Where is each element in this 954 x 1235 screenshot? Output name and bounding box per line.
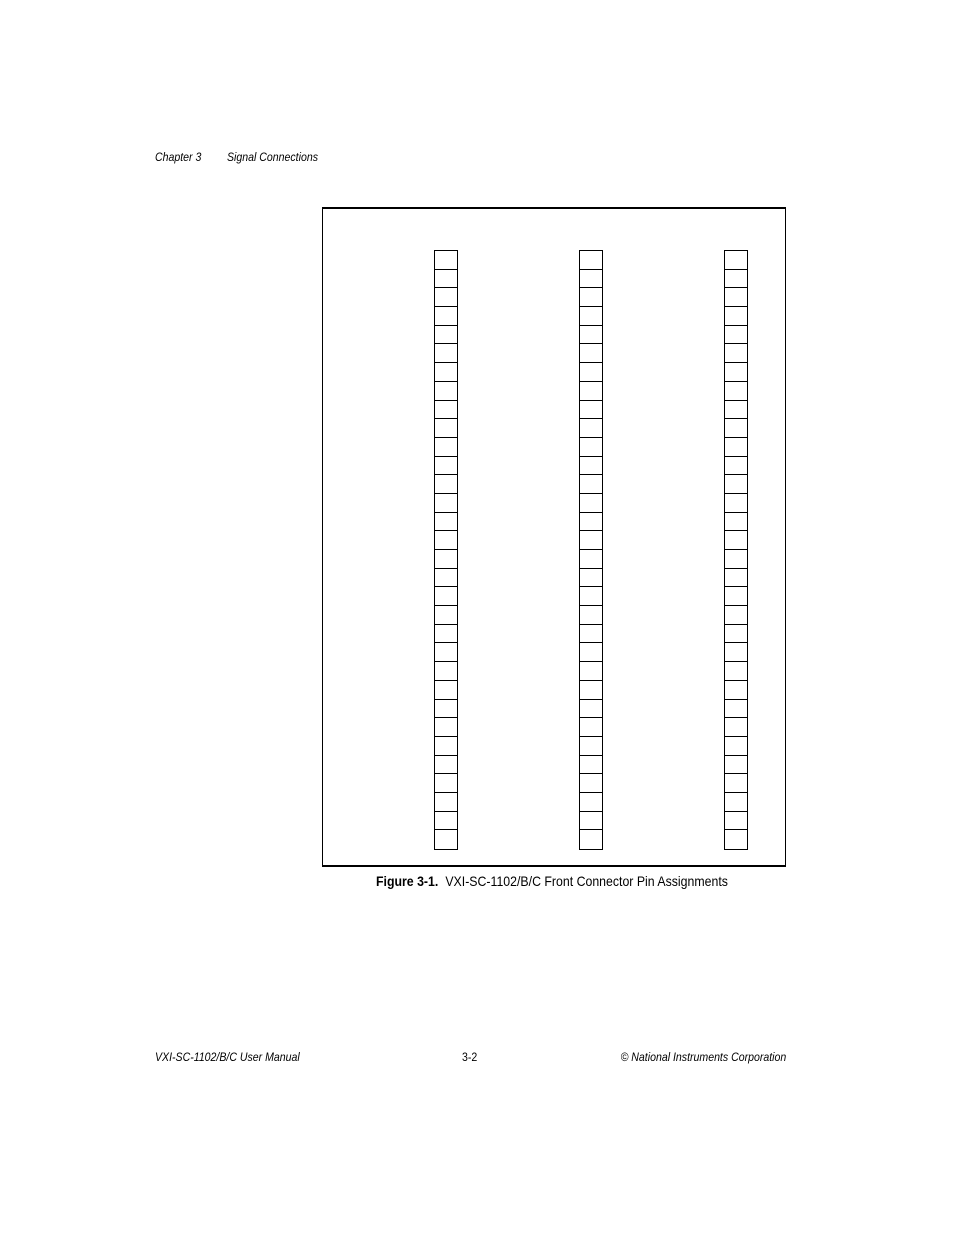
pin-cell: [435, 363, 457, 382]
footer-manual-title: VXI-SC-1102/B/C User Manual: [155, 1050, 300, 1064]
pin-cell: [435, 531, 457, 550]
pin-cell: [580, 419, 602, 438]
pin-cell: [580, 774, 602, 793]
pin-cell: [580, 401, 602, 420]
pin-cell: [725, 812, 747, 831]
pin-cell: [580, 382, 602, 401]
pin-cell: [725, 606, 747, 625]
pin-cell: [725, 550, 747, 569]
pin-cell: [580, 737, 602, 756]
pin-cell: [580, 700, 602, 719]
pin-cell: [725, 587, 747, 606]
pin-cell: [725, 288, 747, 307]
connector-column-a: [434, 250, 458, 850]
connector-column-c: [724, 250, 748, 850]
pin-cell: [435, 419, 457, 438]
pin-cell: [580, 531, 602, 550]
pin-cell: [580, 569, 602, 588]
pin-cell: [580, 756, 602, 775]
footer-copyright: © National Instruments Corporation: [620, 1050, 786, 1064]
pin-cell: [435, 270, 457, 289]
pin-cell: [435, 606, 457, 625]
pin-cell: [580, 587, 602, 606]
pin-cell: [725, 737, 747, 756]
pin-cell: [725, 494, 747, 513]
pin-cell: [580, 326, 602, 345]
pin-cell: [580, 812, 602, 831]
pin-cell: [580, 438, 602, 457]
pin-cell: [435, 643, 457, 662]
pin-cell: [580, 681, 602, 700]
pin-cell: [580, 718, 602, 737]
running-header-section: Signal Connections: [227, 150, 318, 164]
pin-cell: [725, 662, 747, 681]
running-header-chapter: Chapter 3: [155, 150, 202, 164]
pin-cell: [435, 774, 457, 793]
pin-cell: [725, 344, 747, 363]
pin-cell: [435, 251, 457, 270]
pin-cell: [435, 401, 457, 420]
pin-cell: [725, 457, 747, 476]
pin-cell: [435, 438, 457, 457]
pin-cell: [435, 344, 457, 363]
pin-cell: [580, 662, 602, 681]
figure-caption-title: VXI-SC-1102/B/C Front Connector Pin Assignments: [445, 873, 728, 889]
pin-cell: [435, 662, 457, 681]
pin-cell: [580, 270, 602, 289]
figure-caption-label: Figure 3-1.: [376, 873, 439, 889]
figure-caption: [376, 873, 728, 889]
pin-cell: [725, 326, 747, 345]
pin-cell: [580, 251, 602, 270]
pin-cell: [725, 700, 747, 719]
pin-cell: [725, 419, 747, 438]
pin-cell: [725, 643, 747, 662]
pin-cell: [725, 382, 747, 401]
pin-cell: [435, 550, 457, 569]
pin-cell: [580, 344, 602, 363]
pin-cell: [435, 475, 457, 494]
pin-cell: [725, 307, 747, 326]
pin-cell: [580, 550, 602, 569]
pin-cell: [725, 531, 747, 550]
pin-cell: [435, 625, 457, 644]
pin-cell: [725, 475, 747, 494]
pin-cell: [580, 475, 602, 494]
pin-cell: [435, 494, 457, 513]
pin-cell: [435, 307, 457, 326]
pin-cell: [725, 438, 747, 457]
pin-cell: [435, 457, 457, 476]
pin-cell: [435, 288, 457, 307]
pin-cell: [580, 793, 602, 812]
pin-cell: [435, 700, 457, 719]
pin-cell: [435, 587, 457, 606]
pin-cell: [725, 513, 747, 532]
pin-cell: [725, 251, 747, 270]
pin-cell: [725, 401, 747, 420]
pin-cell: [435, 812, 457, 831]
connector-column-b: [579, 250, 603, 850]
pin-cell: [580, 307, 602, 326]
pin-cell: [580, 830, 602, 849]
pin-cell: [435, 718, 457, 737]
pin-cell: [580, 457, 602, 476]
pin-cell: [725, 569, 747, 588]
pin-cell: [435, 382, 457, 401]
pin-cell: [725, 363, 747, 382]
connector-figure-frame: [322, 207, 786, 867]
pin-cell: [725, 793, 747, 812]
pin-cell: [435, 830, 457, 849]
pin-cell: [580, 625, 602, 644]
pin-cell: [580, 606, 602, 625]
pin-cell: [725, 270, 747, 289]
pin-cell: [435, 569, 457, 588]
pin-cell: [725, 756, 747, 775]
pin-cell: [435, 756, 457, 775]
pin-cell: [435, 513, 457, 532]
pin-cell: [580, 643, 602, 662]
pin-cell: [725, 625, 747, 644]
pin-cell: [435, 737, 457, 756]
footer-page-number: 3-2: [462, 1050, 478, 1064]
pin-cell: [435, 326, 457, 345]
pin-cell: [435, 681, 457, 700]
pin-cell: [435, 793, 457, 812]
pin-cell: [725, 718, 747, 737]
pin-cell: [580, 288, 602, 307]
pin-cell: [725, 774, 747, 793]
pin-cell: [725, 830, 747, 849]
pin-cell: [580, 363, 602, 382]
pin-cell: [725, 681, 747, 700]
pin-cell: [580, 513, 602, 532]
pin-cell: [580, 494, 602, 513]
